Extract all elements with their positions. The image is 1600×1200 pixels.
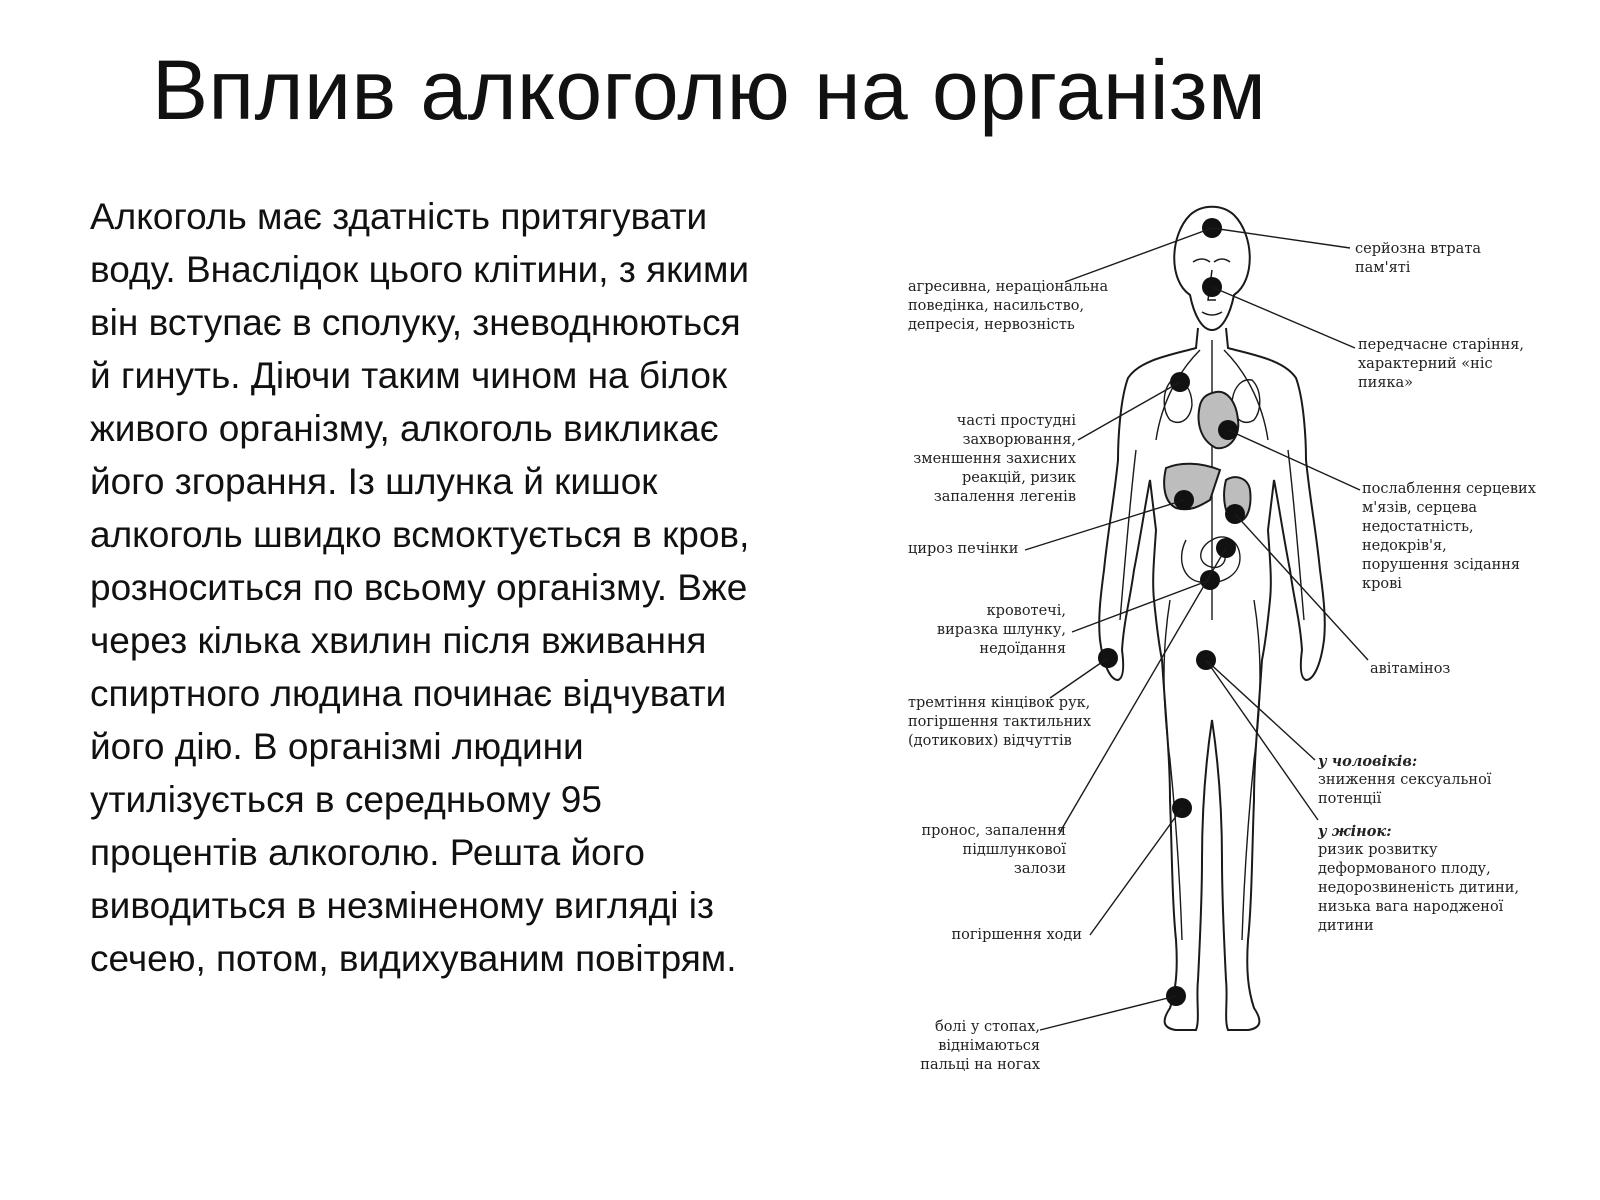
label-women: у жінок: ризик розвитку деформованого плоду, недорозвиненість дитини, низька вага народженої дитини xyxy=(1318,823,1520,934)
leader-colds xyxy=(1078,382,1180,440)
body-line: живого організму, алкоголь викликає xyxy=(90,408,719,449)
body-line: спиртного людина починає відчувати xyxy=(90,673,727,714)
leader-gait xyxy=(1090,808,1182,935)
label-heart: послаблення серцевих м'язів, серцева недостатність, недокрів'я, порушення зсідання крові xyxy=(1362,481,1536,592)
body-line: виводиться в незміненому вигляді із xyxy=(90,885,714,926)
label-memory: серйозна втрата пам'яті xyxy=(1355,241,1481,276)
body-line: через кілька хвилин після вживання xyxy=(90,620,707,661)
label-men: у чоловіків: зниження сексуальної потенції xyxy=(1318,753,1492,807)
body-line: його згорання. Із шлунка й кишок xyxy=(90,461,658,502)
body-line: його дію. В організмі людини xyxy=(90,726,584,767)
leader-heart xyxy=(1228,430,1360,490)
leader-aggression xyxy=(1065,228,1212,282)
body-line: утилізується в середньому 95 xyxy=(90,779,602,820)
body-text xyxy=(90,190,880,985)
body-line: воду. Внаслідок цього клітини, з якими xyxy=(90,249,750,290)
body-line: Алкоголь має здатність притягувати xyxy=(90,196,708,237)
body-line: й гинуть. Діючи таким чином на білок xyxy=(90,355,728,396)
leader-memory xyxy=(1212,228,1350,248)
label-gait: погіршення ходи xyxy=(951,927,1082,943)
body-line: розноситься по всьому організму. Вже xyxy=(90,567,748,608)
leader-feet xyxy=(1040,996,1176,1030)
label-aging: передчасне старіння, характерний «ніс пияка» xyxy=(1358,337,1525,391)
body-line: процентів алкоголю. Решта його xyxy=(90,832,645,873)
leader-diarrhea xyxy=(1060,548,1226,832)
leader-cirrhosis xyxy=(1025,500,1184,550)
label-avitaminosis: авітаміноз xyxy=(1370,661,1451,677)
label-colds: часті простудні захворювання, зменшення захисних реакцій, ризик запалення легенів xyxy=(913,413,1076,505)
label-feet: болі у стопах, віднімаються пальці на ногах xyxy=(920,1019,1040,1073)
body-diagram xyxy=(900,200,1550,1120)
label-tremor: тремтіння кінцівок рук, погіршення тактильних (дотикових) відчуттів xyxy=(908,695,1092,749)
body-line: він вступає в сполуку, зневоднюються xyxy=(90,302,741,343)
leader-bleeding xyxy=(1072,580,1210,632)
label-cirrhosis: цироз печінки xyxy=(908,541,1019,557)
label-diarrhea: пронос, запалення підшлункової залози xyxy=(921,823,1066,877)
label-aggression: агресивна, нераціональна поведінка, насильство, депресія, нервозність xyxy=(908,279,1109,333)
slide-title: Вплив алкоголю на організм xyxy=(152,43,1267,137)
leader-aging xyxy=(1212,287,1355,348)
leader-women xyxy=(1206,660,1318,820)
label-bleeding: кровотечі, виразка шлунку, недоїдання xyxy=(936,603,1066,657)
leader-tremor xyxy=(1050,658,1108,698)
body-line: алкоголь швидко всмоктується в кров, xyxy=(90,514,750,555)
body-line: сечею, потом, видихуваним повітрям. xyxy=(90,938,737,979)
heart-organ xyxy=(1199,392,1239,448)
